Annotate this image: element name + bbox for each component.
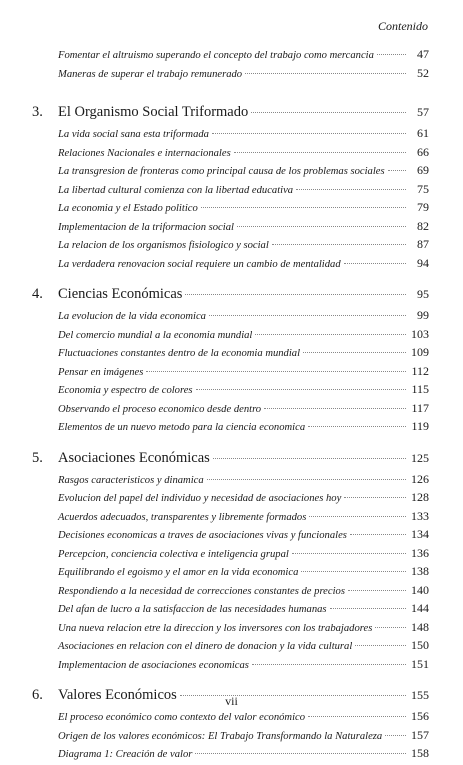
toc-entry[interactable] (32, 345, 429, 364)
toc-entry-title: Evolucion del papel del individuo y necesidad de asociaciones hoy (58, 493, 342, 504)
running-header: Contenido (378, 19, 428, 33)
toc-entry[interactable] (32, 401, 429, 420)
toc-entry-page: 151 (411, 656, 429, 671)
dot-leader (350, 534, 406, 535)
toc-entry-title: Del comercio mundial a la economia mundial (58, 329, 253, 341)
toc-entry-page: 69 (417, 163, 429, 177)
toc-entry-page: 158 (411, 746, 429, 760)
toc-entry-page: 144 (411, 601, 429, 615)
dot-leader (375, 627, 406, 628)
toc-entry-page: 94 (417, 255, 429, 270)
toc-entry-page: 103 (411, 326, 429, 341)
toc-entry[interactable] (32, 601, 429, 620)
toc-entry-title: Relaciones Nacionales e internacionales (58, 147, 231, 159)
toc-entry-page: 52 (417, 65, 429, 80)
toc-entry-page: 82 (417, 218, 429, 233)
toc-entry-title: Economia y espectro de colores (58, 385, 193, 396)
dot-leader (385, 735, 406, 736)
toc-entry[interactable] (32, 583, 429, 602)
dot-leader (264, 408, 406, 409)
toc-entry-title: Observando el proceso economico desde dentro (58, 403, 262, 415)
dot-leader (272, 244, 406, 245)
dot-leader (212, 133, 406, 134)
dot-leader (301, 571, 406, 572)
toc-entry[interactable] (32, 200, 429, 219)
chapter-number: 5. (32, 449, 43, 466)
toc-entry-page: 61 (417, 126, 429, 140)
chapter-page: 125 (411, 450, 429, 465)
toc-entry[interactable] (32, 509, 429, 528)
toc-entry[interactable] (32, 638, 429, 657)
dot-leader (207, 479, 406, 480)
dot-leader (209, 315, 406, 316)
dot-leader (303, 352, 406, 353)
toc-entry[interactable] (32, 490, 429, 509)
toc-entry[interactable] (32, 382, 429, 401)
toc-entry[interactable] (32, 472, 429, 491)
toc-entry-page: 133 (411, 508, 429, 523)
toc-entry-title: Del afan de lucro a la satisfaccion de las necesidades humanas (58, 604, 327, 615)
toc-entry-page: 138 (411, 564, 429, 578)
chapter-title: El Organismo Social Triformado (58, 104, 249, 120)
toc-entry-page: 140 (411, 582, 429, 597)
toc-entry[interactable] (32, 620, 429, 639)
dot-leader (344, 263, 406, 264)
toc-entry[interactable] (32, 145, 429, 164)
toc-entry[interactable] (32, 126, 429, 145)
dot-leader (213, 458, 406, 459)
toc-entry[interactable] (32, 47, 429, 66)
toc-entry-title: Origen de los valores económicos: El Trabajo Transformando la Naturaleza (58, 730, 383, 742)
toc-entry-title: La transgresion de fronteras como principal causa de los problemas sociales (58, 166, 385, 177)
toc-entry-page: 136 (411, 545, 429, 560)
toc-entry-title: Asociaciones en relacion con el dinero de donacion y la vida cultural (58, 641, 353, 652)
table-of-contents (32, 47, 429, 765)
toc-entry-title: Diagrama 1: Creación de valor (58, 749, 193, 760)
toc-entry[interactable] (32, 219, 429, 238)
toc-entry-page: 119 (411, 419, 429, 433)
toc-entry[interactable] (32, 527, 429, 546)
toc-entry-title: Una nueva relacion etre la direccion y los inversores con los trabajadores (58, 622, 373, 634)
toc-entry-title: Decisiones economicas a traves de asociaciones vivas y funcionales (58, 530, 347, 541)
dot-leader (201, 207, 406, 208)
dot-leader (245, 73, 406, 74)
chapter-number: 3. (32, 104, 43, 120)
chapter-page: 57 (417, 105, 429, 119)
dot-leader (330, 608, 406, 609)
chapter-number: 4. (32, 286, 43, 302)
dot-leader (296, 189, 406, 190)
toc-entry[interactable] (32, 327, 429, 346)
dot-leader (237, 226, 406, 227)
toc-entry-page: 117 (411, 400, 429, 415)
toc-entry-title: Percepcion, conciencia colectiva e inteligencia grupal (58, 548, 289, 560)
dot-leader (146, 371, 406, 372)
chapter-title: Valores Económicos (58, 687, 177, 703)
toc-entry[interactable] (32, 182, 429, 201)
toc-entry-title: La economia y el Estado politico (58, 203, 198, 214)
chapter-number: 6. (32, 687, 43, 703)
dot-leader (251, 112, 406, 113)
toc-entry[interactable] (32, 419, 429, 438)
toc-entry-title: Fomentar el altruismo superando el concepto del trabajo como mercancia (58, 50, 374, 61)
toc-entry-title: Acuerdos adecuados, transparentes y libremente formados (58, 511, 307, 523)
chapter-page: 95 (417, 287, 429, 301)
page-number: vii (225, 694, 238, 708)
toc-entry-title: Maneras de superar el trabajo remunerado (58, 68, 243, 80)
toc-entry[interactable] (32, 308, 429, 327)
toc-entry-page: 66 (417, 144, 429, 159)
toc-entry[interactable] (32, 657, 429, 676)
chapter-page: 155 (411, 688, 429, 702)
dot-leader (292, 553, 406, 554)
toc-entry[interactable] (32, 163, 429, 182)
dot-leader (255, 334, 406, 335)
dot-leader (344, 497, 406, 498)
dot-leader (195, 753, 406, 754)
toc-entry-page: 109 (411, 345, 429, 359)
dot-leader (348, 590, 406, 591)
toc-entry[interactable] (32, 546, 429, 565)
dot-leader (355, 645, 406, 646)
dot-leader (308, 426, 406, 427)
toc-entry-page: 87 (417, 237, 429, 251)
toc-entry-title: Rasgos caracteristicos y dinamica (58, 474, 204, 486)
toc-entry[interactable] (32, 66, 429, 85)
toc-entry[interactable] (32, 728, 429, 747)
toc-entry-page: 150 (411, 638, 429, 652)
toc-entry[interactable] (32, 364, 429, 383)
toc-entry[interactable] (32, 709, 429, 728)
toc-entry-title: Implementacion de la triformacion social (58, 221, 234, 233)
dot-leader (234, 152, 406, 153)
toc-entry-title: La vida social sana esta triformada (58, 129, 209, 140)
toc-entry-page: 134 (411, 527, 429, 541)
toc-entry-page: 47 (417, 47, 429, 61)
toc-entry[interactable] (32, 746, 429, 765)
toc-entry-title: Respondiendo a la necesidad de correcciones constantes de precios (58, 585, 345, 597)
dot-leader (309, 516, 406, 517)
toc-entry-page: 99 (417, 308, 429, 322)
toc-entry-title: Fluctuaciones constantes dentro de la economia mundial (58, 348, 301, 359)
chapter-title: Ciencias Económicas (58, 286, 183, 302)
dot-leader (196, 389, 406, 390)
dot-leader (388, 170, 406, 171)
chapter-heading[interactable] (32, 286, 429, 308)
toc-entry-page: 148 (411, 619, 429, 634)
toc-entry-page: 156 (411, 709, 429, 723)
toc-entry-page: 128 (411, 490, 429, 504)
dot-leader (185, 294, 406, 295)
chapter-heading[interactable] (32, 104, 429, 126)
toc-entry[interactable] (32, 237, 429, 256)
toc-entry-title: Equilibrando el egoismo y el amor en la vida economica (58, 567, 299, 578)
toc-entry-title: Implementacion de asociaciones economicas (58, 659, 249, 671)
dot-leader (252, 664, 406, 665)
chapter-title: Asociaciones Económicas (58, 449, 210, 466)
toc-entry-page: 75 (417, 181, 429, 196)
toc-entry[interactable] (32, 564, 429, 583)
toc-entry-title: La evolucion de la vida economica (58, 311, 206, 322)
toc-entry-title: La relacion de los organismos fisiologico y social (58, 240, 269, 251)
toc-entry-title: Elementos de un nuevo metodo para la ciencia economica (58, 422, 306, 433)
toc-entry-page: 112 (411, 363, 429, 378)
toc-entry-title: La verdadera renovacion social requiere un cambio de mentalidad (58, 258, 341, 270)
toc-entry-title: La libertad cultural comienza con la libertad educativa (58, 184, 294, 196)
toc-entry-page: 115 (411, 382, 429, 396)
toc-entry[interactable] (32, 256, 429, 275)
toc-entry-title: El proceso económico como contexto del valor económico (58, 712, 306, 723)
dot-leader (308, 716, 406, 717)
toc-entry-title: Pensar en imágenes (58, 366, 144, 378)
toc-entry-page: 79 (417, 200, 429, 214)
dot-leader (377, 54, 406, 55)
toc-entry-page: 126 (411, 471, 429, 486)
toc-entry-page: 157 (411, 727, 429, 742)
chapter-heading[interactable] (32, 450, 429, 472)
